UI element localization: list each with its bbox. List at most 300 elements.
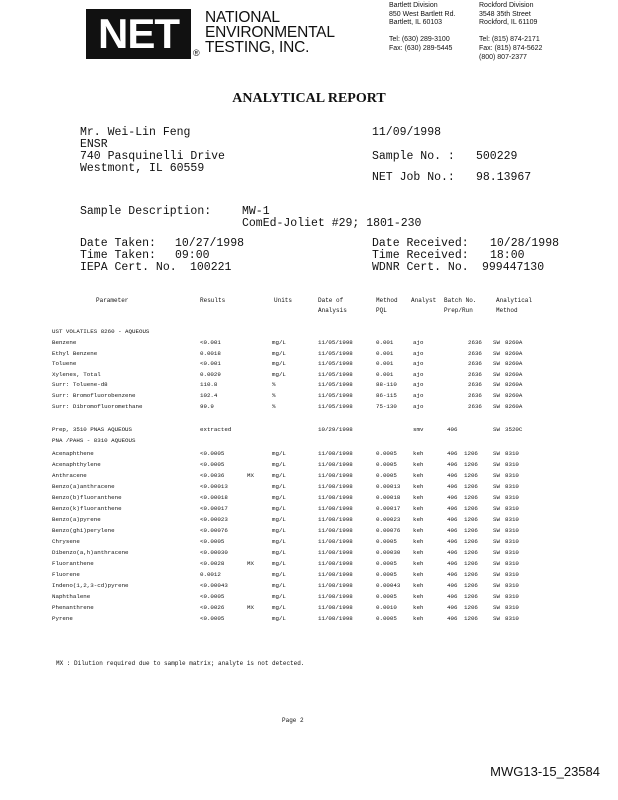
parameter-cell: Benzo(ghi)perylene (52, 527, 115, 534)
method-code-cell: 8260A (505, 360, 523, 368)
table-row (0, 424, 618, 435)
method-prefix-cell: SW (493, 381, 500, 389)
result-cell: <0.00030 (200, 549, 228, 556)
method-code-cell: 8260A (505, 370, 523, 378)
pql-cell: 0.0005 (376, 472, 397, 479)
units-cell: mg/L (272, 560, 286, 567)
result-cell: <0.001 (200, 360, 221, 368)
pql-cell: 0.00023 (376, 516, 401, 523)
result-cell: 99.9 (200, 402, 214, 410)
client-city: Westmont, IL 60559 (80, 162, 205, 175)
parameter-cell: Toluene (52, 360, 77, 368)
units-cell: % (272, 381, 276, 389)
units-cell: mg/L (272, 339, 286, 346)
method-code-cell: 3520C (505, 426, 523, 433)
client-name: Mr. Wei-Lin Feng (80, 126, 191, 139)
analyst-cell: keh (413, 593, 424, 600)
analysis-date-cell: 11/05/1998 (318, 360, 353, 368)
run-batch-cell: 1206 (464, 483, 478, 490)
method-prefix-cell: SW (493, 339, 500, 346)
prep-batch-cell: 406 (447, 494, 458, 501)
analyst-cell: keh (413, 571, 424, 578)
pql-cell: 0.0005 (376, 461, 397, 468)
client-company: ENSR (80, 138, 108, 151)
method-prefix-cell: SW (493, 402, 500, 410)
analyst-cell: keh (413, 516, 424, 523)
table-row (0, 401, 618, 412)
table-row (0, 448, 618, 459)
sample-desc-line1: MW-1 (242, 205, 270, 218)
division-line: Bartlett, IL 60103 (389, 19, 443, 27)
parameter-cell: Dibenzo(a,h)anthracene (52, 549, 129, 556)
parameter-cell: Surr: Dibromofluoromethane (52, 402, 143, 410)
method-prefix-cell: SW (493, 461, 500, 468)
net-logo: NET (86, 9, 191, 59)
method-prefix-cell: SW (493, 505, 500, 512)
method-prefix-cell: SW (493, 604, 500, 611)
units-cell: mg/L (272, 527, 286, 534)
result-cell: <0.0005 (200, 538, 225, 545)
date-received-value: 10/28/1998 (490, 237, 560, 250)
analyst-cell: ajo (413, 392, 424, 399)
units-cell: mg/L (272, 360, 286, 368)
parameter-cell: Benzene (52, 339, 77, 346)
analyst-cell: smv (413, 426, 424, 433)
method-code-cell: 8260A (505, 349, 523, 357)
sample-no-label: Sample No. : (372, 150, 455, 163)
result-cell: <0.0005 (200, 615, 225, 622)
page-number: Page 2 (282, 717, 304, 724)
run-batch-cell: 2636 (468, 360, 482, 368)
division-line: Fax: (630) 289-5445 (389, 44, 453, 52)
run-batch-cell: 1206 (464, 461, 478, 468)
result-cell: <0.00013 (200, 483, 228, 490)
analyst-cell: keh (413, 472, 424, 479)
analysis-date-cell: 11/08/1998 (318, 516, 353, 523)
pql-cell: 0.001 (376, 339, 394, 346)
rockford-division-address (479, 2, 542, 62)
method-code-cell: 8310 (505, 450, 519, 457)
company-name (205, 10, 335, 55)
col-header-method: Analytical Method (496, 297, 533, 314)
analysis-date-cell: 11/08/1998 (318, 494, 353, 501)
method-prefix-cell: SW (493, 483, 500, 490)
method-code-cell: 8310 (505, 560, 519, 567)
method-code-cell: 8310 (505, 571, 519, 578)
run-batch-cell: 1206 (464, 615, 478, 622)
analyst-cell: ajo (413, 339, 424, 346)
division-line: (800) 807-2377 (479, 53, 527, 61)
units-cell: mg/L (272, 461, 286, 468)
method-code-cell: 8310 (505, 615, 519, 622)
parameter-cell: Xylenes, Total (52, 370, 101, 378)
table-row (0, 369, 618, 380)
units-cell: % (272, 402, 276, 410)
report-title: ANALYTICAL REPORT (232, 91, 386, 106)
parameter-cell: Fluorene (52, 571, 80, 578)
analysis-date-cell: 11/08/1998 (318, 472, 353, 479)
analyst-cell: ajo (413, 360, 424, 368)
analyst-cell: keh (413, 582, 424, 589)
time-taken-label: Time Taken: (80, 249, 156, 262)
analyst-cell: keh (413, 450, 424, 457)
qualifier-cell: MX (247, 604, 254, 611)
table-row (0, 470, 618, 481)
analysis-date-cell: 11/05/1998 (318, 349, 353, 357)
table-row (0, 536, 618, 547)
iepa-cert-value: 100221 (190, 261, 232, 274)
prep-batch-cell: 406 (447, 615, 458, 622)
analysis-date-cell: 11/05/1998 (318, 392, 353, 399)
table-row (0, 348, 618, 359)
run-batch-cell: 2636 (468, 349, 482, 357)
pql-cell: 0.00017 (376, 505, 401, 512)
result-cell: <0.00023 (200, 516, 228, 523)
division-line: Tel: (815) 874-2171 (479, 36, 540, 44)
analyst-cell: keh (413, 615, 424, 622)
result-cell: <0.00043 (200, 582, 228, 589)
units-cell: mg/L (272, 604, 286, 611)
method-prefix-cell: SW (493, 549, 500, 556)
run-batch-cell: 1206 (464, 604, 478, 611)
time-received-label: Time Received: (372, 249, 469, 262)
units-cell: mg/L (272, 538, 286, 545)
result-cell: <0.0005 (200, 461, 225, 468)
table-row (0, 514, 618, 525)
run-batch-cell: 1206 (464, 549, 478, 556)
run-batch-cell: 1206 (464, 527, 478, 534)
method-code-cell: 8260A (505, 381, 523, 389)
result-cell: <0.001 (200, 339, 221, 346)
method-code-cell: 8310 (505, 461, 519, 468)
bartlett-division-address (389, 2, 455, 54)
prep-batch-cell: 406 (447, 505, 458, 512)
document-id: MWG13-15_23584 (490, 764, 600, 779)
parameter-cell: Benzo(a)anthracene (52, 483, 115, 490)
division-line: Rockford Division (479, 2, 534, 9)
prep-batch-cell: 406 (447, 560, 458, 567)
parameter-cell: Benzo(a)pyrene (52, 516, 101, 523)
result-cell: <0.00076 (200, 527, 228, 534)
analysis-date-cell: 11/08/1998 (318, 483, 353, 490)
prep-batch-cell: 406 (447, 472, 458, 479)
result-cell: 0.0029 (200, 370, 221, 378)
date-taken-value: 10/27/1998 (175, 237, 245, 250)
units-cell: mg/L (272, 505, 286, 512)
method-prefix-cell: SW (493, 426, 500, 433)
date-received-label: Date Received: (372, 237, 469, 250)
analysis-date-cell: 11/08/1998 (318, 604, 353, 611)
method-code-cell: 8260A (505, 339, 523, 346)
sample-desc-line2: ComEd-Joliet #29; 1801-230 (242, 217, 422, 230)
pql-cell: 0.00018 (376, 494, 401, 501)
table-row (0, 481, 618, 492)
analyst-cell: keh (413, 505, 424, 512)
units-cell: mg/L (272, 615, 286, 622)
method-code-cell: 8310 (505, 494, 519, 501)
table-row (0, 591, 618, 602)
method-code-cell: 8310 (505, 582, 519, 589)
col-header-pql: Method PQL (376, 297, 398, 314)
parameter-cell: Benzo(b)fluoranthene (52, 494, 122, 501)
run-batch-cell: 2636 (468, 339, 482, 346)
analyst-cell: keh (413, 549, 424, 556)
analysis-date-cell: 11/08/1998 (318, 560, 353, 567)
wdnr-cert-value: 999447130 (482, 261, 545, 274)
prep-batch-cell: 406 (447, 461, 458, 468)
analysis-date-cell: 11/08/1998 (318, 538, 353, 545)
run-batch-cell: 1206 (464, 450, 478, 457)
analysis-date-cell: 11/08/1998 (318, 505, 353, 512)
method-prefix-cell: SW (493, 527, 500, 534)
analyst-cell: keh (413, 604, 424, 611)
pql-cell: 0.0005 (376, 571, 397, 578)
prep-batch-cell: 406 (447, 571, 458, 578)
division-line: 850 West Bartlett Rd. (389, 10, 456, 18)
table-row (0, 525, 618, 536)
prep-batch-cell: 406 (447, 549, 458, 556)
sample-no-value: 500229 (476, 150, 518, 163)
units-cell: mg/L (272, 450, 286, 457)
pql-cell: 0.0010 (376, 604, 397, 611)
col-header-units: Units (274, 297, 293, 304)
prep-batch-cell: 406 (447, 483, 458, 490)
parameter-cell: Surr: Bromofluorobenzene (52, 392, 136, 399)
method-code-cell: 8310 (505, 527, 519, 534)
job-no-label: NET Job No.: (372, 171, 455, 184)
job-no-value: 98.13967 (476, 171, 532, 184)
prep-batch-cell: 406 (447, 516, 458, 523)
col-header-date: Date of Analysis (318, 297, 347, 314)
method-prefix-cell: SW (493, 392, 500, 399)
table-row (0, 602, 618, 613)
units-cell: mg/L (272, 516, 286, 523)
prep-batch-cell: 406 (447, 527, 458, 534)
run-batch-cell: 1206 (464, 494, 478, 501)
analysis-date-cell: 11/08/1998 (318, 527, 353, 534)
units-cell: mg/L (272, 370, 286, 378)
client-street: 740 Pasquinelli Drive (80, 150, 225, 163)
method-code-cell: 8310 (505, 472, 519, 479)
parameter-cell: Surr: Toluene-d8 (52, 381, 108, 389)
analysis-date-cell: 11/08/1998 (318, 593, 353, 600)
result-cell: <0.0028 (200, 560, 225, 567)
iepa-cert-label: IEPA Cert. No. (80, 261, 177, 274)
method-prefix-cell: SW (493, 593, 500, 600)
footnote: MX : Dilution required due to sample matrix; analyte is not detected. (56, 660, 305, 667)
result-cell: 102.4 (200, 392, 218, 399)
run-batch-cell: 1206 (464, 505, 478, 512)
method-code-cell: 8260A (505, 402, 523, 410)
pql-cell: 0.0005 (376, 450, 397, 457)
analysis-date-cell: 11/08/1998 (318, 461, 353, 468)
prep-batch-cell: 406 (447, 426, 458, 433)
units-cell: mg/L (272, 571, 286, 578)
units-cell: mg/L (272, 349, 286, 357)
pql-cell: 0.0005 (376, 615, 397, 622)
table-row (0, 459, 618, 470)
analysis-date-cell: 11/08/1998 (318, 450, 353, 457)
analysis-date-cell: 11/05/1998 (318, 402, 353, 410)
analysis-date-cell: 11/08/1998 (318, 582, 353, 589)
analyst-cell: keh (413, 461, 424, 468)
time-taken-value: 09:00 (175, 249, 210, 262)
analyst-cell: ajo (413, 402, 424, 410)
parameter-cell: Prep, 3510 PNAS AQUEOUS (52, 426, 133, 433)
registered-mark: ® (193, 48, 200, 58)
parameter-cell: Acenaphthene (52, 450, 94, 457)
pql-cell: 0.001 (376, 370, 394, 378)
method-code-cell: 8260A (505, 392, 523, 399)
pql-cell: 0.00030 (376, 549, 401, 556)
parameter-cell: Fluoranthene (52, 560, 94, 567)
parameter-cell: Acenaphthylene (52, 461, 101, 468)
col-header-batch: Batch No. Prep/Run (444, 297, 477, 314)
analysis-date-cell: 11/05/1998 (318, 370, 353, 378)
time-received-value: 18:00 (490, 249, 525, 262)
run-batch-cell: 1206 (464, 538, 478, 545)
table-row (0, 613, 618, 624)
company-line: NATIONAL (205, 9, 280, 26)
method-code-cell: 8310 (505, 593, 519, 600)
pql-cell: 88-110 (376, 381, 397, 389)
run-batch-cell: 2636 (468, 392, 482, 399)
division-line: 3548 35th Street (479, 10, 531, 18)
analyst-cell: keh (413, 560, 424, 567)
table-row (0, 580, 618, 591)
method-prefix-cell: SW (493, 615, 500, 622)
method-prefix-cell: SW (493, 538, 500, 545)
parameter-cell: Chrysene (52, 538, 80, 545)
method-prefix-cell: SW (493, 349, 500, 357)
method-code-cell: 8310 (505, 505, 519, 512)
table-row (0, 503, 618, 514)
section-title-pna: PNA /PAHS - 8310 AQUEOUS (52, 437, 136, 444)
run-batch-cell: 1206 (464, 582, 478, 589)
analysis-date-cell: 11/08/1998 (318, 571, 353, 578)
units-cell: mg/L (272, 549, 286, 556)
prep-batch-cell: 406 (447, 582, 458, 589)
pql-cell: 75-130 (376, 402, 397, 410)
result-cell: <0.0026 (200, 604, 225, 611)
method-prefix-cell: SW (493, 370, 500, 378)
col-header-analyst: Analyst (411, 297, 437, 304)
division-line: Tel: (630) 289-3100 (389, 36, 450, 44)
analyst-cell: ajo (413, 381, 424, 389)
analyst-cell: ajo (413, 349, 424, 357)
method-prefix-cell: SW (493, 494, 500, 501)
analysis-date-cell: 10/29/1998 (318, 426, 353, 433)
method-prefix-cell: SW (493, 571, 500, 578)
pql-cell: 86-115 (376, 392, 397, 399)
analyst-cell: keh (413, 494, 424, 501)
pql-cell: 0.001 (376, 349, 394, 357)
table-row (0, 547, 618, 558)
pql-cell: 0.00013 (376, 483, 401, 490)
analysis-date-cell: 11/08/1998 (318, 615, 353, 622)
run-batch-cell: 1206 (464, 472, 478, 479)
parameter-cell: Ethyl Benzene (52, 349, 98, 357)
pql-cell: 0.0005 (376, 560, 397, 567)
result-cell: <0.0036 (200, 472, 225, 479)
parameter-cell: Indeno(1,2,3-cd)pyrene (52, 582, 129, 589)
parameter-cell: Anthracene (52, 472, 87, 479)
method-prefix-cell: SW (493, 560, 500, 567)
units-cell: mg/L (272, 593, 286, 600)
run-batch-cell: 1206 (464, 560, 478, 567)
date-taken-label: Date Taken: (80, 237, 156, 250)
result-cell: 0.0012 (200, 571, 221, 578)
units-cell: % (272, 392, 276, 399)
result-cell: 0.0018 (200, 349, 221, 357)
result-cell: <0.00018 (200, 494, 228, 501)
method-prefix-cell: SW (493, 582, 500, 589)
analyst-cell: keh (413, 538, 424, 545)
method-code-cell: 8310 (505, 538, 519, 545)
sample-desc-label: Sample Description: (80, 205, 212, 218)
analysis-date-cell: 11/05/1998 (318, 339, 353, 346)
run-batch-cell: 2636 (468, 370, 482, 378)
qualifier-cell: MX (247, 560, 254, 567)
prep-batch-cell: 406 (447, 604, 458, 611)
run-batch-cell: 2636 (468, 381, 482, 389)
method-code-cell: 8310 (505, 549, 519, 556)
table-row (0, 558, 618, 569)
company-line: ENVIRONMENTAL (205, 24, 335, 41)
method-prefix-cell: SW (493, 516, 500, 523)
method-code-cell: 8310 (505, 604, 519, 611)
division-line (389, 28, 455, 37)
pql-cell: 0.0005 (376, 593, 397, 600)
method-code-cell: 8310 (505, 483, 519, 490)
prep-batch-cell: 406 (447, 538, 458, 545)
run-batch-cell: 1206 (464, 571, 478, 578)
method-prefix-cell: SW (493, 450, 500, 457)
division-line (479, 28, 542, 37)
table-row (0, 569, 618, 580)
analyst-cell: ajo (413, 370, 424, 378)
method-prefix-cell: SW (493, 360, 500, 368)
method-prefix-cell: SW (493, 472, 500, 479)
table-row (0, 379, 618, 390)
col-header-results: Results (200, 297, 226, 304)
pql-cell: 0.00076 (376, 527, 401, 534)
run-batch-cell: 1206 (464, 593, 478, 600)
result-cell: extracted (200, 426, 232, 433)
analyst-cell: keh (413, 527, 424, 534)
report-date: 11/09/1998 (372, 126, 442, 139)
analyst-cell: keh (413, 483, 424, 490)
result-cell: <0.00017 (200, 505, 228, 512)
units-cell: mg/L (272, 472, 286, 479)
analysis-date-cell: 11/05/1998 (318, 381, 353, 389)
parameter-cell: Benzo(k)fluoranthene (52, 505, 122, 512)
result-cell: <0.0005 (200, 593, 225, 600)
result-cell: 110.8 (200, 381, 218, 389)
table-row (0, 492, 618, 503)
method-code-cell: 8310 (505, 516, 519, 523)
division-line: Rockford, IL 61109 (479, 19, 538, 27)
parameter-cell: Pyrene (52, 615, 73, 622)
parameter-cell: Naphthalene (52, 593, 91, 600)
parameter-cell: Phenanthrene (52, 604, 94, 611)
wdnr-cert-label: WDNR Cert. No. (372, 261, 469, 274)
run-batch-cell: 1206 (464, 516, 478, 523)
units-cell: mg/L (272, 483, 286, 490)
result-cell: <0.0005 (200, 450, 225, 457)
section-title-volatiles: UST VOLATILES 8260 - AQUEOUS (52, 328, 150, 335)
division-line: Fax: (815) 874-5622 (479, 44, 543, 52)
